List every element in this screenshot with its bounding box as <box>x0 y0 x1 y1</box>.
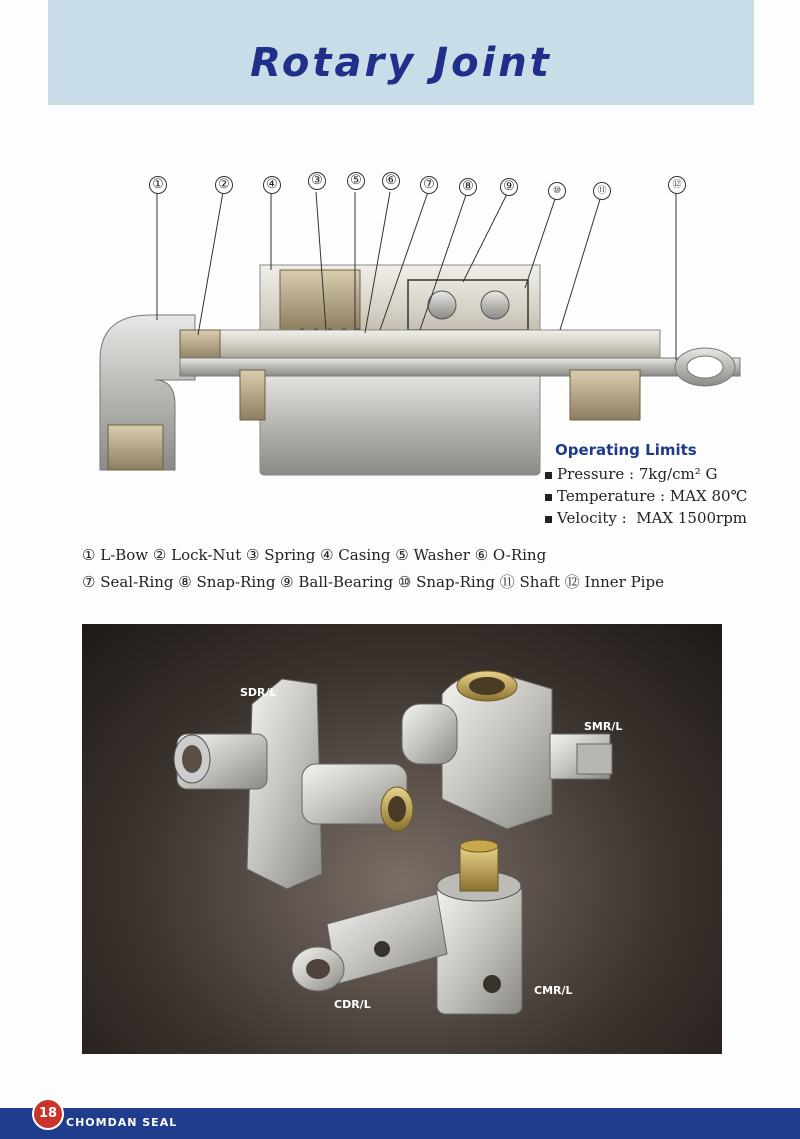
limit-pressure-text: Pressure : 7kg/cm² G <box>557 465 718 483</box>
callout-6: ⑥ <box>382 172 400 190</box>
callout-7: ⑦ <box>420 176 438 194</box>
operating-limits <box>545 441 775 529</box>
page-number-badge: 18 <box>32 1098 64 1130</box>
smr-l-joint <box>402 671 612 829</box>
callout-9: ⑨ <box>500 178 518 196</box>
bullet-icon <box>545 494 552 501</box>
operating-limits-title: Operating Limits <box>555 441 697 459</box>
spring-thread <box>280 270 360 330</box>
parts-legend-line-1: ① L-Bow ② Lock-Nut ③ Spring ④ Casing ⑤ Washer ⑥ O-Ring <box>82 546 547 564</box>
limit-velocity <box>545 507 775 529</box>
parts-legend <box>82 542 782 596</box>
callout-10: ⑩ <box>548 182 566 200</box>
label-cmr-l: CMR/L <box>534 984 573 997</box>
limit-temperature <box>545 485 775 507</box>
right-thread <box>570 370 640 420</box>
limit-pressure <box>545 463 775 485</box>
cdr-l-joint <box>292 894 447 991</box>
parts-legend-line-2: ⑦ Seal-Ring ⑧ Snap-Ring ⑨ Ball-Bearing ⑩ Snap-Ring ⑪ Shaft ⑫ Inner Pipe <box>82 573 664 591</box>
callout-4: ④ <box>263 176 281 194</box>
callout-5: ⑤ <box>347 172 365 190</box>
shaft-shape <box>190 330 660 360</box>
product-photo <box>82 624 722 1054</box>
callout-11: ⑪ <box>593 182 611 200</box>
callout-8: ⑧ <box>459 178 477 196</box>
casing-lower <box>260 370 540 475</box>
brand-name: CHOMDAN SEAL <box>66 1116 178 1129</box>
elbow-thread <box>108 425 163 470</box>
bullet-icon <box>545 516 552 523</box>
callout-12: ⑫ <box>668 176 686 194</box>
label-sdr-l: SDR/L <box>240 686 277 699</box>
label-smr-l: SMR/L <box>584 720 623 733</box>
label-cdr-l: CDR/L <box>334 998 371 1011</box>
cmr-l-joint <box>437 840 522 1014</box>
limit-temperature-text: Temperature : MAX 80℃ <box>557 487 748 505</box>
callout-1: ① <box>149 176 167 194</box>
callout-3: ③ <box>308 172 326 190</box>
bullet-icon <box>545 472 552 479</box>
lock-nut-shape <box>180 330 220 360</box>
page-title: Rotary Joint <box>250 40 552 86</box>
product-photo-illustration <box>82 624 722 1054</box>
limit-velocity-text: Velocity : MAX 1500rpm <box>557 509 748 527</box>
sdr-l-joint <box>174 679 413 889</box>
callout-2: ② <box>215 176 233 194</box>
